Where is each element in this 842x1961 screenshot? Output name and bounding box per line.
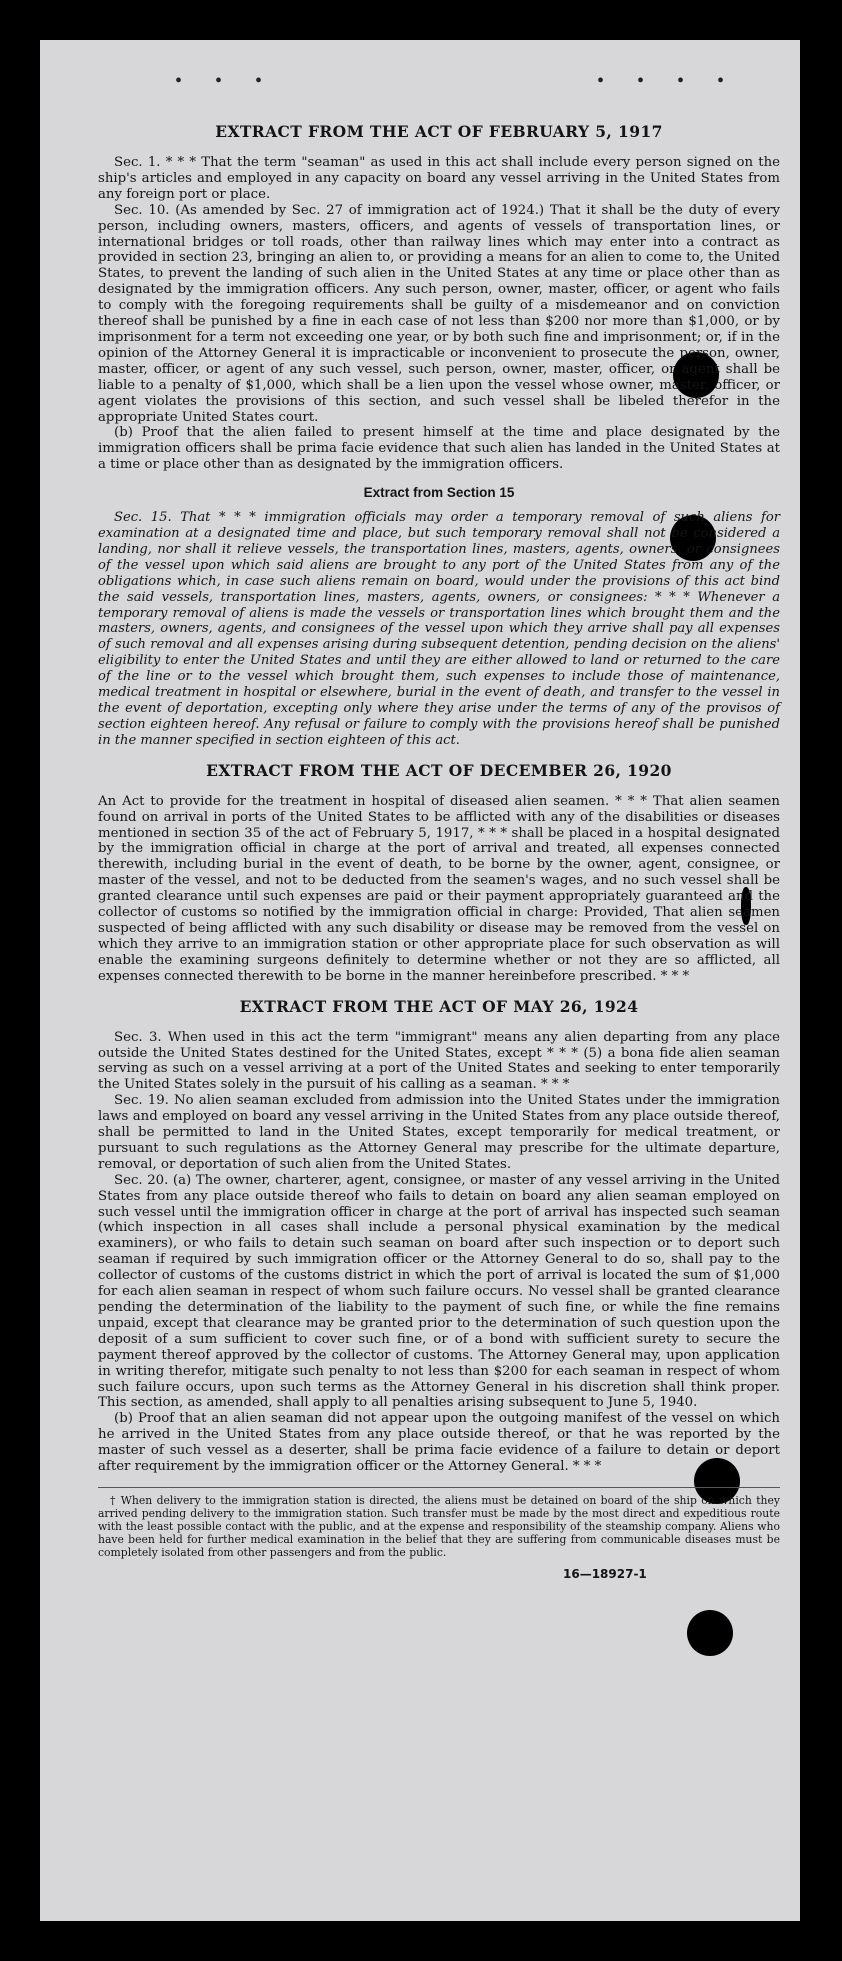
heading-act-1917: EXTRACT FROM THE ACT OF FEBRUARY 5, 1917 bbox=[215, 122, 663, 141]
paragraph-sec-20-a: Sec. 20. (a) The owner, charterer, agent, consignee, or master of any vessel arriving in the United States from any place outside thereof who fails to detain on board any alien seaman employed on such vessel until the immigration officer in charge at the port of arrival has inspected such seaman (which inspection in all cases shall include a personal physical examination by the medical examiners), or who fails to detain such seaman on board after such inspection or to deport such seaman if required by such immigration officer or the Attorney General to do so, shall pay to the collector of customs of the customs district in which the port of arrival is located the sum of $1,000 for each alien seaman in respect of whom such failure occurs. No vessel shall be granted clearance pending the determination of the liability to the payment of such fine, or while the fine remains unpaid, except that clearance may be granted prior to the determination of such question upon the deposit of a sum sufficient to cover such fine, or of a bond with sufficient surety to secure the payment thereof approved by the collector of customs. The Attorney General may, upon application in writing therefor, mitigate such penalty to not less than $200 for each seaman in respect of whom such failure occurs, upon such terms as the Attorney General in his discretion shall think proper. This section, as amended, shall apply to all penalties arising subsequent to June 5, 1940. bbox=[98, 1172, 780, 1411]
paragraph-sec-10-b: (b) Proof that the alien failed to present himself at the time and place designated by the immigration officers shall be prima facie evidence that such alien has landed in the United States at a time or place other than as designated by the immigration officers. bbox=[98, 425, 780, 473]
paragraph-sec-10: Sec. 10. (As amended by Sec. 27 of immigration act of 1924.) That it shall be the duty of every person, including owners, masters, officers, and agents of vessels of transportation lines, or international bridges or toll roads, other than railway lines which may enter into a contract as provided in section 23, bringing an alien to, or providing a means for an alien to come to, the United States, to prevent the landing of such alien in the United States at any time or place other than as designated by the immigration officers. Any such person, owner, master, officer, or agent who fails to comply with the foregoing requirements shall be guilty of a misdemeanor and on conviction thereof shall be punished by a fine in each case of not less than $200 nor more than $1,000, or by imprisonment for a term not exceeding one year, or by both such fine and imprisonment; or, if in the opinion of the Attorney General it is impracticable or inconvenient to prosecute the person, owner, master, officer, or agent of any such vessel, such person, owner, master, officer, or agent shall be liable to a penalty of $1,000, which shall be a lien upon the vessel whose owner, master, officer, or agent violates the provisions of this section, and such vessel shall be libeled therefor in the appropriate United States court. bbox=[98, 202, 780, 425]
paragraph-sec-19: Sec. 19. No alien seaman excluded from admission into the United States under the immigration laws and employed on board any vessel arriving in the United States from any place outside thereof, shall be permitted to land in the United States, except temporarily for medical treatment, or pursuant to such regulations as the Attorney General may prescribe for the ultimate departure, removal, or deportation of such alien from the United States. bbox=[98, 1093, 780, 1172]
form-code: 16—18927-1 bbox=[563, 1566, 647, 1581]
paragraph-act-1920: An Act to provide for the treatment in hospital of diseased alien seamen. * * * That alien seamen found on arrival in ports of the United States to be afflicted with any of the disabilities or diseases mentioned in section 35 of the act of February 5, 1917, * * * shall be placed in a hospital designated by the immigration official in charge at the port of arrival and treated, all expenses connected therewith, including burial in the event of death, to be borne by the owner, agent, consignee, or master of the vessel, and not to be deducted from the seamen's wages, and no such vessel shall be granted clearance until such expenses are paid or their payment appropriately guaranteed and the collector of customs so notified by the immigration official in charge: Provided, That alien seamen suspected of being afflicted with any such disability or disease may be removed from the vessel on which they arrive to an immigration station or other appropriate place for such observation as will enable the examining surgeons definitely to determine whether or not they are so afflicted, all expenses connected therewith to be borne in the manner hereinbefore prescribed. * * * bbox=[98, 793, 780, 984]
header-marks-right: • • • • bbox=[596, 70, 738, 92]
header-marks bbox=[40, 70, 800, 90]
paragraph-sec-20-b: (b) Proof that an alien seaman did not appear upon the outgoing manifest of the vessel on which he arrived in the United States from any place outside thereof, or that he was reported by the master of such vessel as a deserter, shall be prima facie evidence of a failure to detain or deport after requirement by the immigration officer or the Attorney General. * * * bbox=[98, 1411, 780, 1475]
heading-section-15: Extract from Section 15 bbox=[363, 485, 515, 501]
paragraph-sec-1: Sec. 1. * * * That the term "seaman" as used in this act shall include every person signed on the ship's articles and employed in any capacity on board any vessel arriving in the United States from any foreign port or place. bbox=[98, 155, 780, 202]
paragraph-sec-3: Sec. 3. When used in this act the term "immigrant" means any alien departing from any place outside the United States destined for the United States, except * * * (5) a bona fide alien seaman serving as such on a vessel arriving at a port of the United States and seeking to enter temporarily the United States solely in the pursuit of his calling as a seaman. * * * bbox=[98, 1029, 780, 1093]
heading-act-1920: EXTRACT FROM THE ACT OF DECEMBER 26, 1920 bbox=[206, 760, 672, 780]
footnote-text: † When delivery to the immigration station is directed, the aliens must be detained on board of the ship on which they arrived pending delivery to the immigration station. Such transfer must be made by the most direct and expeditious route with the least possible contact with the public, and at the expense and responsibility of the steamship company. Aliens who have been held for further medical examination in the belief that they are suffering from communicable diseases must be completely isolated from other passengers and from the public. bbox=[98, 1493, 780, 1559]
heading-act-1924: EXTRACT FROM THE ACT OF MAY 26, 1924 bbox=[239, 996, 639, 1016]
document-page bbox=[40, 40, 800, 1921]
paragraph-sec-15: Sec. 15. That * * * immigration officials may order a temporary removal of such aliens for examination at a designated time and place, but such temporary removal shall not be considered a landing, nor shall it relieve vessels, the transportation lines, masters, agents, owners, or consignees of the vessel upon which said aliens are brought to any port of the United States from any of the obligations which, in case such aliens remain on board, would under the provisions of this act bind the said vessels, transportation lines, masters, agents, owners, or consignees: * * * Whenever a temporary removal of aliens is made the vessels or transportation lines which brought them and the masters, owners, agents, and consignees of the vessel upon which they arrive shall pay all expenses of such removal and all expenses arising during subsequent detention, pending decision on the aliens' eligibility to enter the United States and until they are either allowed to land or returned to the care of the line or to the vessel which brought them, such expenses to include those of maintenance, medical treatment in hospital or elsewhere, burial in the event of death, and transfer to the vessel in the event of deportation, excepting only where they arise under the terms of any of the provisos of section eighteen hereof. Any refusal or failure to comply with the provisions hereof shall be punished in the manner specified in section eighteen of this act. bbox=[98, 510, 780, 748]
punch-hole-4 bbox=[687, 1610, 733, 1656]
section-15-block bbox=[98, 510, 780, 749]
document-body bbox=[98, 110, 780, 1581]
header-marks-left: • • • bbox=[175, 70, 277, 92]
footnote bbox=[98, 1487, 780, 1559]
